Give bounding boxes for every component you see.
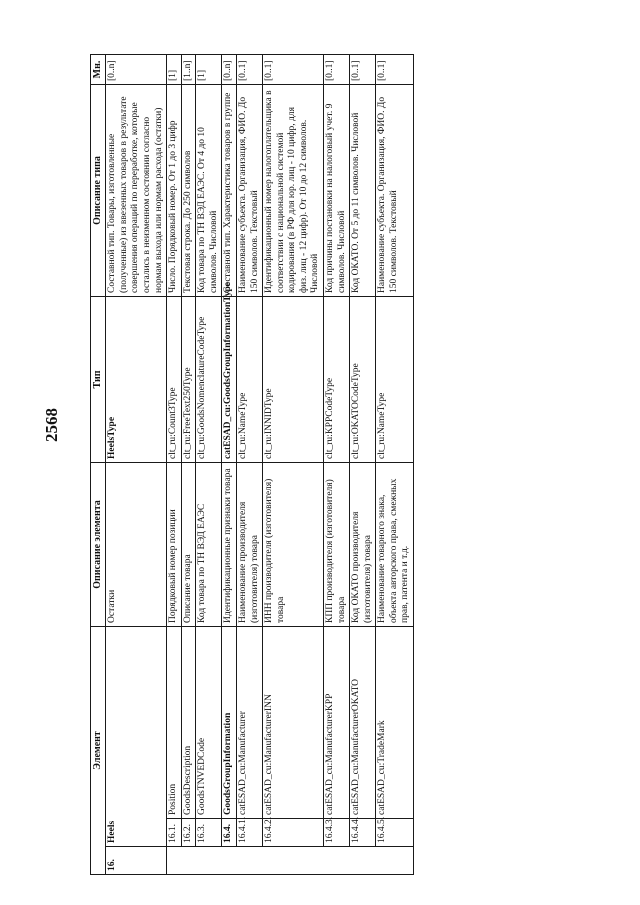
row-element: Heels [106,626,167,846]
row-element-desc: Идентификационные признаки товара [222,462,237,626]
row-type: clt_ru:FreeText250Type [181,296,196,462]
row-type: clt_ru:INNIDType [263,296,324,462]
rotated-page [90,55,414,875]
row-type-desc: Составной тип. Характеристика товаров в группе [222,84,237,296]
row-type: clt_ru:OKATOCodeType [350,296,376,462]
header-type-desc: Описание типа [91,84,106,296]
row-number: 16.3. [196,819,222,847]
row-type-desc: Текстовая строка. До 250 символов [181,84,196,296]
row-number: 16.4.5. [376,819,414,847]
row-type-desc: Составной тип. Товары, изготовленные (полученные) из ввезенных товаров в результате совершения операций по переработке, которые остались в неизменном состоянии согласно нормам выхода или нормам расхода (остатки) [106,84,167,296]
row-element-desc: Наименование производителя (изготовителя) товара [236,462,262,626]
table-row [167,54,182,874]
page-number: 2568 [42,408,61,442]
table-row [263,54,324,874]
table-row [376,54,414,874]
row-element: GoodsTNVEDCode [196,626,222,818]
row-mn: [0..1] [376,54,414,84]
table-row [236,54,262,874]
row-type: HeelsType [106,296,167,462]
row-element: catESAD_cu:ManufacturerKPP [324,626,350,818]
row-mn: [1] [196,54,222,84]
row-element: catESAD_cu:Manufacturer [236,626,262,818]
header-mn: Мн. [91,54,106,84]
row-number: 16.4. [222,819,237,847]
row-element: catESAD_cu:TradeMark [376,626,414,818]
row-type: catESAD_cu:GoodsGroupInformationType [222,296,237,462]
row-mn: [0..1] [324,54,350,84]
header-element-desc: Описание элемента [91,462,106,626]
row-type: clt_ru:KPPCodeType [324,296,350,462]
row-mn: [0..n] [106,54,167,84]
table-row [181,54,196,874]
header-type: Тип [91,296,106,462]
table-row [350,54,376,874]
row-type-desc: Код причины постановки на налоговый учет. 9 символов. Числовой [324,84,350,296]
row-number: 16.4.1. [236,819,262,847]
header-element: Элемент [91,626,106,874]
row-mn: [1..n] [181,54,196,84]
schema-table [90,54,414,875]
row-type-desc: Код товара по ТН ВЭД ЕАЭС. От 4 до 10 символов. Числовой [196,84,222,296]
row-mn: [0..1] [350,54,376,84]
row-number: 16.4.3. [324,819,350,847]
row-type: clt_ru:Count3Type [167,296,182,462]
row-type-desc: Код ОКАТО. От 5 до 11 символов. Числовой [350,84,376,296]
row-type-desc: Наименование субъекта. Организация, ФИО. До 150 символов. Текстовый [376,84,414,296]
row-type-desc: Наименование субъекта. Организация, ФИО. До 150 символов. Текстовый [236,84,262,296]
row-element-desc: КПП производителя (изготовителя) товара [324,462,350,626]
row-mn: [0..1] [263,54,324,84]
row-element-desc: Код товара по ТН ВЭД ЕАЭС [196,462,222,626]
table-row [222,54,237,874]
row-number: 16.4.2. [263,819,324,847]
row-element-desc: Код ОКАТО производителя (изготовителя) товара [350,462,376,626]
table-header [91,54,106,874]
row-mn: [0..1] [236,54,262,84]
row-mn: [1] [167,54,182,84]
table-row [106,54,167,874]
row-element: GoodsGroupInformation [222,626,237,818]
row-element: GoodsDescription [181,626,196,818]
row-element-desc: Порядковый номер позиции [167,462,182,626]
table-row [324,54,350,874]
row-type-desc: Число. Порядковый номер. От 1 до 3 цифр [167,84,182,296]
row-number: 16.2. [181,819,196,847]
row-element-desc: Наименование товарного знака, объекта авторского права, смежных прав, патента и т.д. [376,462,414,626]
row-type: clt_ru:GoodsNomenclatureCodeType [196,296,222,462]
table-row [196,54,222,874]
row-element: catESAD_cu:ManufacturerINN [263,626,324,818]
row-element-desc: Остатки [106,462,167,626]
indent-cell [167,847,414,875]
row-number: 16.1. [167,819,182,847]
row-element-desc: Описание товара [181,462,196,626]
row-number: 16. [106,847,167,875]
row-element-desc: ИНН производителя (изготовителя) товара [263,462,324,626]
row-number: 16.4.4. [350,819,376,847]
row-type: clt_ru:NameType [376,296,414,462]
row-mn: [0..n] [222,54,237,84]
row-element: catESAD_cu:ManufacturerOKATO [350,626,376,818]
row-type: clt_ru:NameType [236,296,262,462]
row-type-desc: Идентификационный номер налогоплательщика в соответствии с национальной системой кодирования (в РФ для юр. лиц - 10 цифр, для физ. лиц - 12 цифр). От 10 до 12 символов. Числовой [263,84,324,296]
row-element: Position [167,626,182,818]
